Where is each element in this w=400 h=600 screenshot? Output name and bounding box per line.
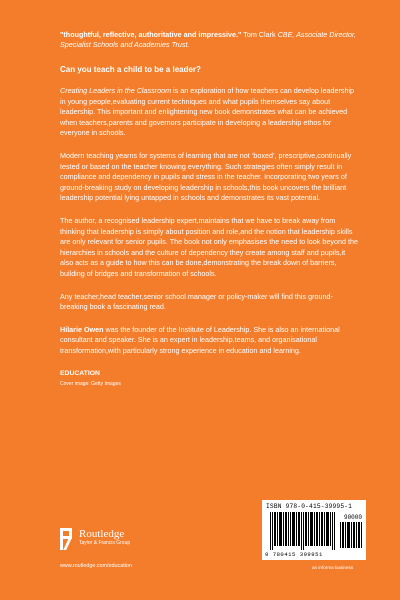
book-title: Creating Leaders in the Classroom xyxy=(60,86,172,95)
price-barcode-icon xyxy=(340,522,362,548)
subject-category: EDUCATION xyxy=(60,370,100,378)
publisher-logo xyxy=(60,528,130,550)
author-name: Hilarie Owen xyxy=(60,324,104,334)
routledge-logo-icon xyxy=(60,528,74,550)
cover-credit: Cover image: Getty Images xyxy=(60,381,121,388)
back-cover-text xyxy=(60,30,360,387)
description-paragraph-2: Modern teaching yearns for systems of learning that are not ‘boxed’, prescriptive,continually tested or based on the teacher knowing everything. Such strategies often simply result in compliance and dependency in pupils and stress in the teacher. Incorporating two years of ground-breaking study on developing leadership in schools,this book uncovers the brilliant leadership potential lying untapped in schools and demonstrates its vast potential. xyxy=(60,150,352,203)
description-paragraph-4: Any teacher,head teacher,senior school manager or policy-maker will find this ground-breaking book a fascinating read. xyxy=(60,291,333,312)
isbn-number: ISBN 978-0-415-39995-1 xyxy=(266,503,353,510)
publisher-website: www.routledge.com/education xyxy=(60,563,132,569)
price-code: 90000 xyxy=(343,514,362,521)
publisher-group: Taylor & Francis Group xyxy=(79,540,131,546)
description-paragraph-3: The author, a recognised leadership expert,maintains that we have to break away from thinking that leadership is simply about position and role,and the notion that leadership skills are only relevant for senior pupils. The book not only emphasises the need to look beyond the hierarchies in schools and the culture of dependency they create among staff and pupils,it also acts as a guide to how this can be done,demonstrating the break down of barriers, building of bridges and transformation of schools. xyxy=(60,215,358,278)
author-bio xyxy=(60,325,360,357)
description-paragraph-1 xyxy=(60,86,360,139)
quote-text: "thoughtful, reflective, authoritative and impressive." xyxy=(60,30,242,39)
informa-tagline: an informa business xyxy=(312,565,354,570)
quote-role: CBE, Associate Director, Specialist Schools and Academies Trust. xyxy=(60,30,357,49)
barcode-icon xyxy=(270,512,336,550)
p1-text: is an exploration of how teachers can develop leadership in young people,evaluating current techniques and what pupils themselves say about leadership. This important and enlightening new book demonstrates what can be achieved when teachers,parents and governors participate in developing a leadership ethos for everyone in schools. xyxy=(60,86,355,138)
quote-author: Tom Clark xyxy=(243,30,276,39)
author-bio-text: was the founder of the Institute of Leadership. She is also an international consultant and speaker. She is an expert in leadership,teams, and organisational transformation,with particularly strong experience in education and learning. xyxy=(60,324,340,355)
ean-number: 9 780415 399951 xyxy=(265,551,323,558)
endorsement-quote xyxy=(60,30,360,50)
headline-question: Can you teach a child to be a leader? xyxy=(60,65,201,74)
publisher-name: Routledge xyxy=(79,528,125,540)
isbn-barcode xyxy=(262,500,366,560)
